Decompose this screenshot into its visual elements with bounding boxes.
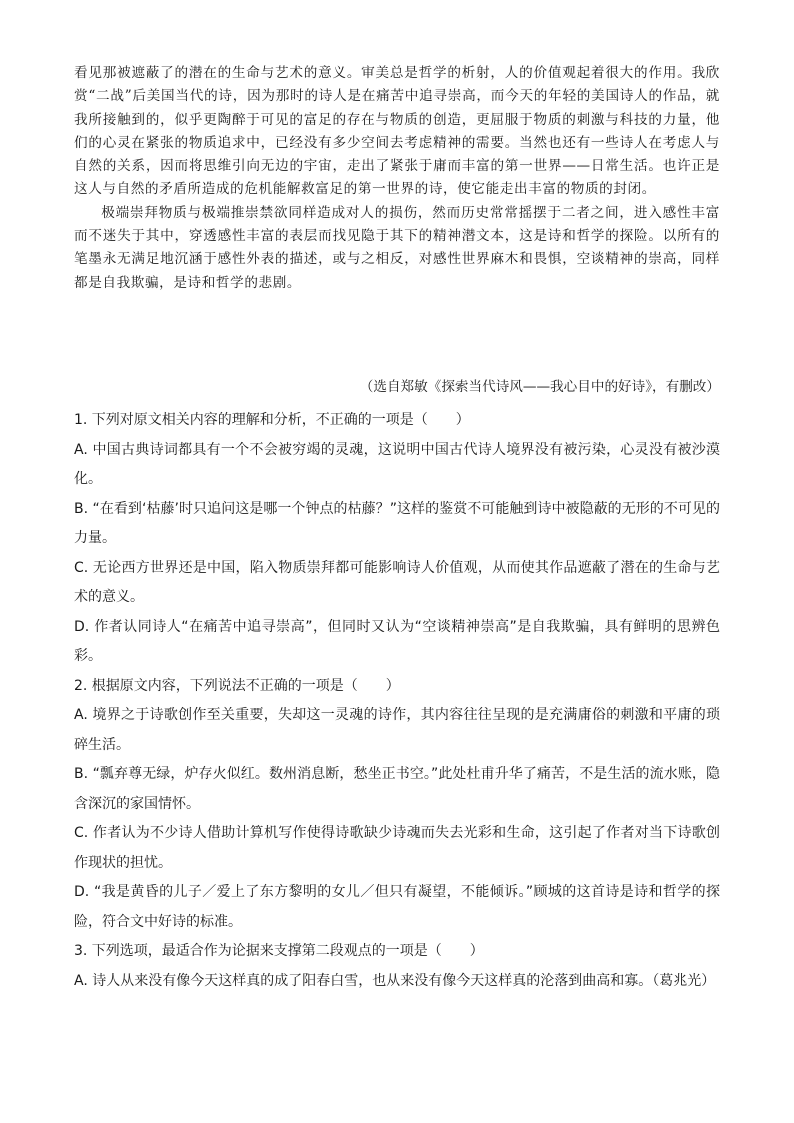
question-1-option-b: B. “在看到‘枯藤’时只追问这是哪一个钟点的枯藤？”这样的鉴赏不可能触到诗中被隐蔽的无形的不可见的力量。 [74, 500, 720, 546]
question-2-option-c: C. 作者认为不少诗人借助计算机写作使得诗歌缺少诗魂而失去光彩和生命，这引起了作者对当下诗歌创作现状的担忧。 [74, 825, 720, 871]
passage-paragraph-1: 看见那被遮蔽了的潜在的生命与艺术的意义。审美总是哲学的析射，人的价值观起着很大的作用。我欣赏“二战”后美国当代的诗，因为那时的诗人是在痛苦中追寻崇高，而今天的年轻的美国诗人的作品，就我所接触到的，似乎更陶醉于可见的富足的存在与物质的创造，更屈服于物质的刺激与科技的力量，他们的心灵在紧张的物质追求中，已经没有多少空间去考虑精神的需要。当然也还有一些诗人在考虑人与自然的关系，因而将思维引向无边的宇宙，走出了紧张于庸而丰富的第一世界——日常生活。也许正是这人与自然的矛盾所造成的危机能解救富足的第一世界的诗，使它能走出丰富的物质的封闭。 [74, 65, 720, 198]
question-2-option-d: D. “我是黄昏的儿子／爱上了东方黎明的女儿／但只有凝望，不能倾诉。”顾城的这首诗是诗和哲学的探险，符合文中好诗的标准。 [74, 884, 720, 930]
question-3-stem: 3. 下列选项，最适合作为论据来支撑第二段观点的一项是（ ） [74, 943, 484, 959]
question-2-stem: 2. 根据原文内容，下列说法不正确的一项是（ ） [74, 677, 400, 694]
reading-passage [74, 62, 720, 295]
question-1-option-c: C. 无论西方世界还是中国，陷入物质崇拜都可能影响诗人价值观，从而使其作品遮蔽了潜在的生命与艺术的意义。 [74, 559, 720, 605]
question-1-stem: 1. 下列对原文相关内容的理解和分析，不正确的一项是（ ） [74, 412, 470, 428]
question-2-option-b: B. “瓢弃尊无绿，炉存火似红。数州消息断，愁坐正书空。”此处杜甫升华了痛苦，不是生活的流水账，隐含深沉的家国情怀。 [74, 766, 720, 812]
question-2-option-a: A. 境界之于诗歌创作至关重要，失却这一灵魂的诗作，其内容往往呈现的是充满庸俗的刺激和平庸的琐碎生活。 [74, 707, 720, 753]
question-1-option-d: D. 作者认同诗人“在痛苦中追寻崇高”，但同时又认为“空谈精神崇高”是自我欺骗，具有鲜明的思辨色彩。 [74, 618, 720, 664]
question-3-option-a: A. 诗人从来没有像今天这样真的成了阳春白雪，也从来没有像今天这样真的沦落到曲高和寡。（葛兆光） [74, 972, 716, 989]
passage-paragraph-2: 极端崇拜物质与极端推崇禁欲同样造成对人的损伤，然而历史常常摇摆于二者之间，进入感性丰富而不迷失于其中，穿透感性丰富的表层而找见隐于其下的精神潜文本，这是诗和哲学的探险。以所有的笔墨永无满足地沉涵于感性外表的描述，或与之相反，对感性世界麻木和畏惧，空谈精神的崇高，同样都是自我欺骗，是诗和哲学的悲剧。 [74, 204, 720, 291]
passage-source: （选自郑敏《探索当代诗风——我心目中的好诗》，有删改） [359, 379, 720, 395]
question-list [74, 406, 720, 996]
question-1-option-a: A. 中国古典诗词都具有一个不会被穷竭的灵魂，这说明中国古代诗人境界没有被污染，心灵没有被沙漠化。 [74, 441, 720, 487]
